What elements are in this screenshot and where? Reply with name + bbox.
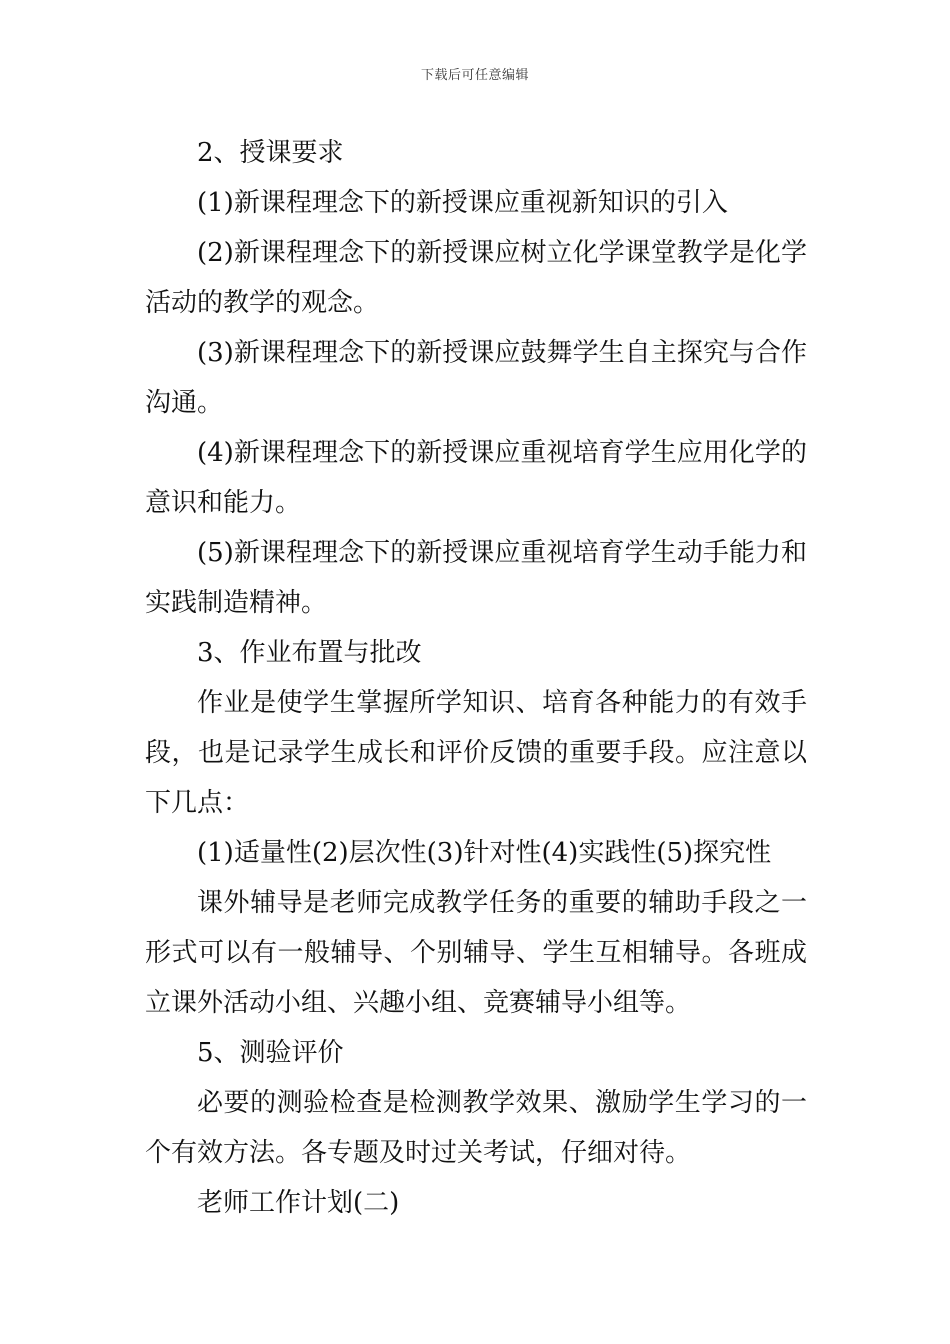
paragraph: (2)新课程理念下的新授课应树立化学课堂教学是化学活动的教学的观念。 <box>145 238 807 318</box>
paragraph: 必要的测验检查是检测教学效果、激励学生学习的一个有效方法。各专题及时过关考试，仔细对待。 <box>145 1088 807 1168</box>
paragraph: (5)新课程理念下的新授课应重视培育学生动手能力和实践制造精神。 <box>145 538 807 618</box>
section-heading-work-plan-two: 老师工作计划(二) <box>197 1188 400 1218</box>
section-heading-teaching-requirements: 2、授课要求 <box>197 138 344 168</box>
paragraph: (4)新课程理念下的新授课应重视培育学生应用化学的意识和能力。 <box>145 438 807 518</box>
section-heading-test-evaluation: 5、测验评价 <box>197 1038 344 1068</box>
document-body <box>145 128 807 1228</box>
paragraph: (3)新课程理念下的新授课应鼓舞学生自主探究与合作沟通。 <box>145 338 807 418</box>
page-header: 下载后可任意编辑 <box>420 68 529 83</box>
paragraph: (1)新课程理念下的新授课应重视新知识的引入 <box>197 188 728 218</box>
paragraph: (1)适量性(2)层次性(3)针对性(4)实践性(5)探究性 <box>197 838 772 868</box>
section-heading-homework: 3、作业布置与批改 <box>197 638 422 668</box>
paragraph: 作业是使学生掌握所学知识、培育各种能力的有效手段，也是记录学生成长和评价反馈的重要手段。应注意以下几点： <box>145 688 807 818</box>
paragraph: 课外辅导是老师完成教学任务的重要的辅助手段之一形式可以有一般辅导、个别辅导、学生互相辅导。各班成立课外活动小组、兴趣小组、竞赛辅导小组等。 <box>145 888 807 1018</box>
